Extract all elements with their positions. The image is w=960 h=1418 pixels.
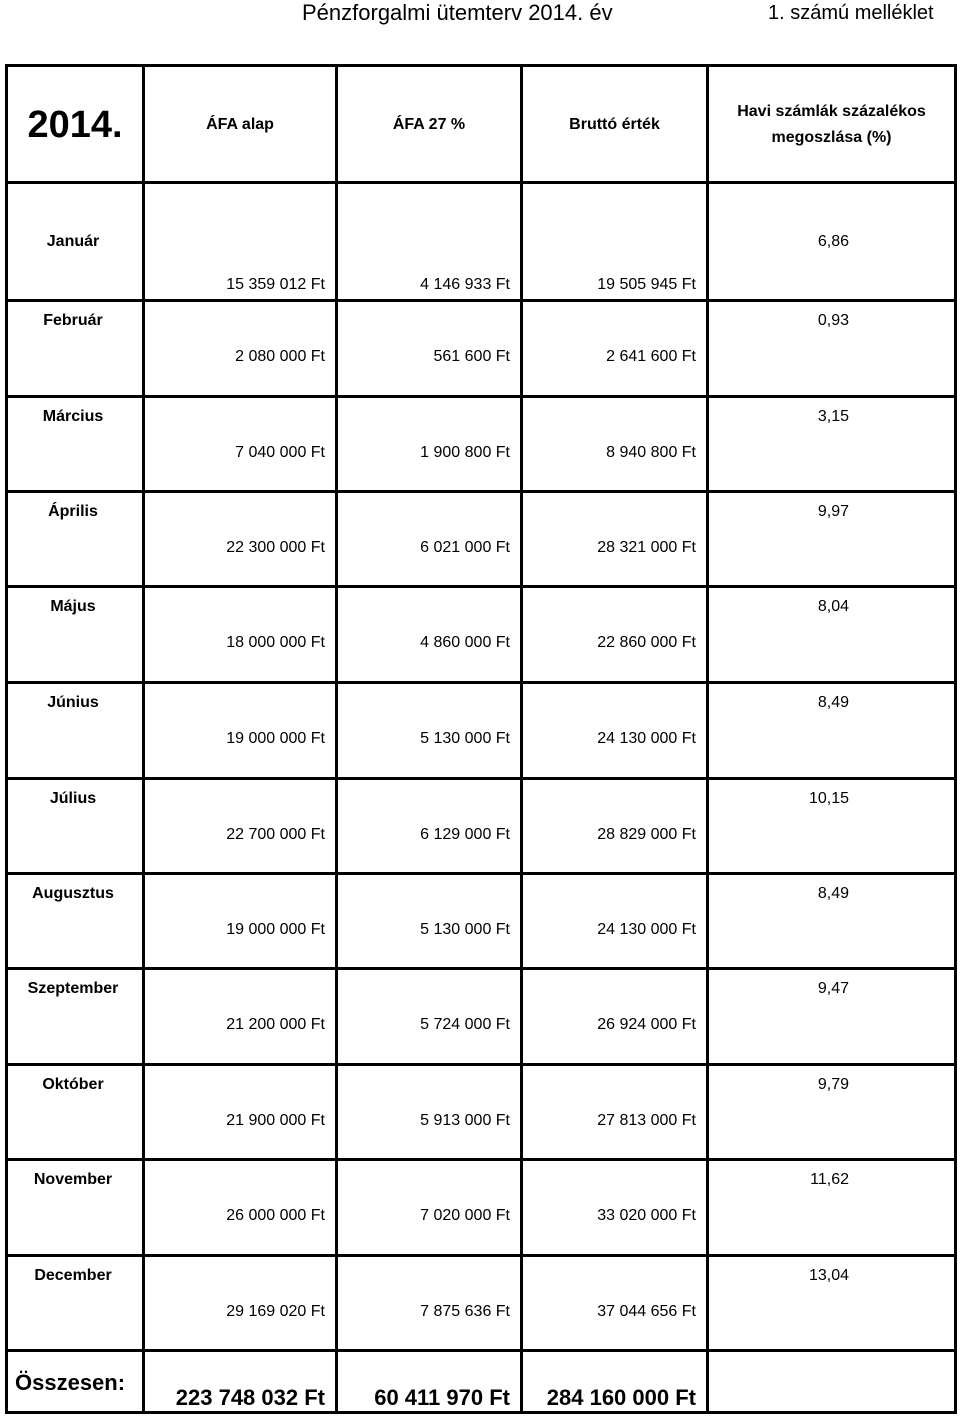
cell-brutto: 22 860 000 Ft bbox=[597, 634, 696, 651]
cell-afa-alap: 22 700 000 Ft bbox=[226, 826, 325, 843]
cell-afa-alap: 21 900 000 Ft bbox=[226, 1112, 325, 1129]
cell-share-percent: 13,04 bbox=[808, 1267, 849, 1284]
row-month-label: Július bbox=[49, 790, 97, 807]
row-divider bbox=[5, 1063, 957, 1066]
row-month-label: November bbox=[33, 1171, 113, 1188]
row-divider bbox=[5, 967, 957, 970]
table-border-right bbox=[954, 64, 957, 1414]
cell-brutto: 24 130 000 Ft bbox=[597, 921, 696, 938]
cell-share-percent: 8,04 bbox=[817, 598, 849, 615]
row-divider bbox=[5, 395, 957, 398]
total-afa-alap: 223 748 032 Ft bbox=[175, 1385, 325, 1410]
total-brutto: 284 160 000 Ft bbox=[546, 1385, 696, 1410]
cell-brutto: 8 940 800 Ft bbox=[606, 444, 696, 461]
cell-share-percent: 0,93 bbox=[817, 312, 849, 329]
row-divider bbox=[5, 1158, 957, 1161]
cell-share-percent: 6,86 bbox=[817, 233, 849, 250]
row-month-label: Május bbox=[50, 598, 96, 615]
row-month-label: Február bbox=[43, 312, 103, 329]
year-header: 2014. bbox=[27, 104, 123, 146]
cell-brutto: 28 829 000 Ft bbox=[597, 826, 696, 843]
column-header-afa-alap: ÁFA alap bbox=[206, 116, 274, 133]
cell-afa: 5 913 000 Ft bbox=[420, 1112, 510, 1129]
column-header-brutto: Bruttó érték bbox=[569, 116, 660, 133]
row-divider bbox=[5, 490, 957, 493]
cell-afa: 1 900 800 Ft bbox=[420, 444, 510, 461]
cell-afa-alap: 19 000 000 Ft bbox=[226, 730, 325, 747]
cell-share-percent: 9,79 bbox=[817, 1076, 849, 1093]
column-divider bbox=[706, 64, 709, 1414]
totals-label: Összesen: bbox=[15, 1370, 126, 1395]
table-border-left bbox=[5, 64, 8, 1414]
cell-share-percent: 8,49 bbox=[817, 694, 849, 711]
cell-share-percent: 9,97 bbox=[817, 503, 849, 520]
column-header-share-line1: Havi számlák százalékos bbox=[737, 103, 926, 120]
annex-label: 1. számú melléklet bbox=[768, 2, 934, 24]
column-header-afa: ÁFA 27 % bbox=[392, 116, 466, 133]
cell-brutto: 2 641 600 Ft bbox=[606, 348, 696, 365]
row-month-label: Január bbox=[46, 233, 100, 250]
totals-divider bbox=[5, 1349, 957, 1352]
cell-afa-alap: 19 000 000 Ft bbox=[226, 921, 325, 938]
table-border-bottom bbox=[5, 1411, 957, 1414]
document-title: Pénzforgalmi ütemterv 2014. év bbox=[302, 0, 613, 25]
cell-brutto: 27 813 000 Ft bbox=[597, 1112, 696, 1129]
cashflow-table bbox=[5, 64, 957, 1414]
cell-afa: 561 600 Ft bbox=[433, 348, 510, 365]
row-divider bbox=[5, 681, 957, 684]
cell-afa: 6 129 000 Ft bbox=[420, 826, 510, 843]
cell-brutto: 26 924 000 Ft bbox=[597, 1016, 696, 1033]
row-month-label: Április bbox=[48, 503, 98, 520]
column-header-share-line2: megoszlása (%) bbox=[771, 129, 892, 146]
cell-brutto: 24 130 000 Ft bbox=[597, 730, 696, 747]
row-month-label: Augusztus bbox=[32, 885, 114, 902]
cell-brutto: 33 020 000 Ft bbox=[597, 1207, 696, 1224]
row-month-label: Október bbox=[42, 1076, 104, 1093]
row-month-label: December bbox=[34, 1267, 112, 1284]
cell-afa-alap: 26 000 000 Ft bbox=[226, 1207, 325, 1224]
cell-share-percent: 9,47 bbox=[817, 980, 849, 997]
row-month-label: Szeptember bbox=[27, 980, 119, 997]
row-divider bbox=[5, 585, 957, 588]
cell-brutto: 37 044 656 Ft bbox=[597, 1303, 696, 1320]
cell-afa-alap: 15 359 012 Ft bbox=[226, 276, 325, 293]
row-month-label: Június bbox=[47, 694, 99, 711]
row-divider bbox=[5, 777, 957, 780]
cell-afa: 4 860 000 Ft bbox=[420, 634, 510, 651]
row-divider bbox=[5, 1254, 957, 1257]
cell-afa: 7 875 636 Ft bbox=[420, 1303, 510, 1320]
cell-brutto: 19 505 945 Ft bbox=[597, 276, 696, 293]
cell-afa: 7 020 000 Ft bbox=[420, 1207, 510, 1224]
cell-afa-alap: 29 169 020 Ft bbox=[226, 1303, 325, 1320]
cell-afa: 4 146 933 Ft bbox=[420, 276, 510, 293]
cell-afa-alap: 21 200 000 Ft bbox=[226, 1016, 325, 1033]
row-divider bbox=[5, 872, 957, 875]
cell-share-percent: 8,49 bbox=[817, 885, 849, 902]
header-divider bbox=[5, 181, 957, 184]
row-divider bbox=[5, 299, 957, 302]
table-border-top bbox=[5, 64, 957, 67]
cell-share-percent: 10,15 bbox=[808, 790, 849, 807]
cell-share-percent: 3,15 bbox=[817, 408, 849, 425]
cell-afa-alap: 7 040 000 Ft bbox=[235, 444, 325, 461]
cell-afa: 5 724 000 Ft bbox=[420, 1016, 510, 1033]
row-month-label: Március bbox=[42, 408, 104, 425]
cell-afa: 5 130 000 Ft bbox=[420, 730, 510, 747]
cell-afa: 6 021 000 Ft bbox=[420, 539, 510, 556]
total-afa: 60 411 970 Ft bbox=[374, 1385, 510, 1410]
cell-afa: 5 130 000 Ft bbox=[420, 921, 510, 938]
cell-afa-alap: 18 000 000 Ft bbox=[226, 634, 325, 651]
cell-afa-alap: 2 080 000 Ft bbox=[235, 348, 325, 365]
cell-afa-alap: 22 300 000 Ft bbox=[226, 539, 325, 556]
cell-share-percent: 11,62 bbox=[810, 1171, 849, 1188]
cell-brutto: 28 321 000 Ft bbox=[597, 539, 696, 556]
